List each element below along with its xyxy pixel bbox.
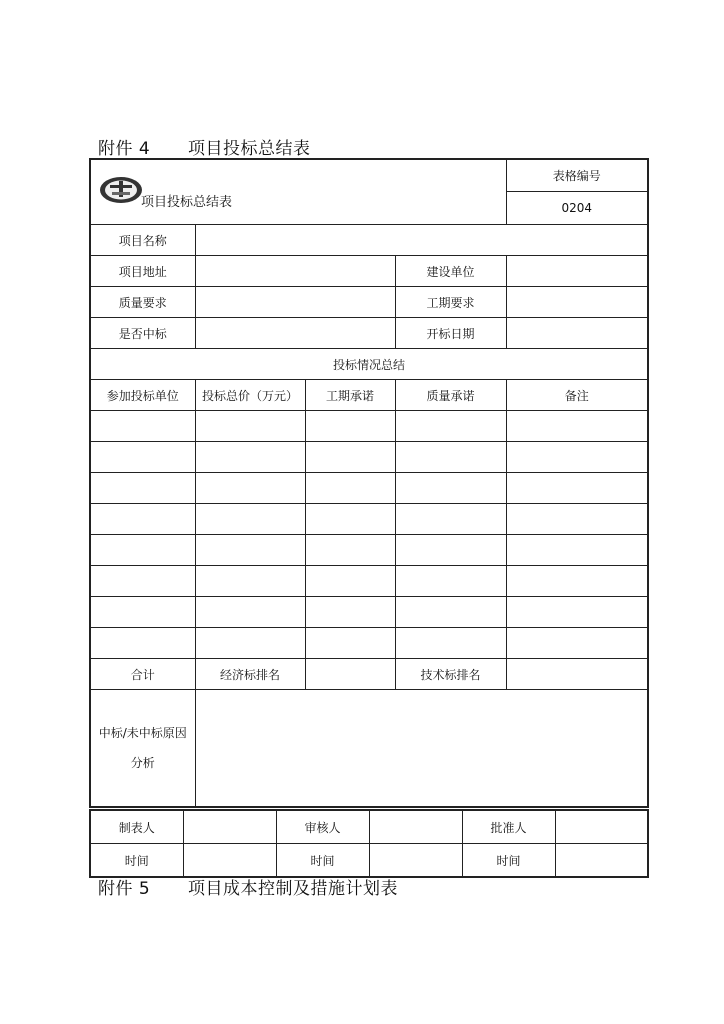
reviewed-by-field[interactable] (369, 810, 462, 844)
table-cell[interactable] (395, 442, 506, 473)
approved-by-field[interactable] (555, 810, 648, 844)
open-date-label: 开标日期 (395, 318, 506, 349)
column-header-quality: 质量承诺 (395, 380, 506, 411)
summary-section-title: 投标情况总结 (90, 349, 648, 380)
prepared-time-label: 时间 (90, 844, 183, 878)
table-cell[interactable] (90, 628, 195, 659)
table-cell[interactable] (506, 566, 648, 597)
table-cell[interactable] (506, 628, 648, 659)
company-logo-icon (99, 176, 143, 204)
column-header-duration: 工期承诺 (305, 380, 395, 411)
table-cell[interactable] (195, 473, 305, 504)
form-code-value: 0204 (506, 192, 648, 225)
annex-5-heading (98, 874, 398, 899)
annex-5-number: 附件 5 (98, 879, 151, 899)
project-address-label: 项目地址 (90, 256, 195, 287)
table-row (90, 628, 648, 659)
tech-rank-label: 技术标排名 (395, 659, 506, 690)
table-cell[interactable] (506, 535, 648, 566)
duration-requirement-field[interactable] (506, 287, 648, 318)
table-cell[interactable] (195, 411, 305, 442)
table-cell[interactable] (195, 597, 305, 628)
table-row (90, 473, 648, 504)
table-row (90, 504, 648, 535)
duration-requirement-label: 工期要求 (395, 287, 506, 318)
column-header-total-price: 投标总价（万元） (195, 380, 305, 411)
signoff-table (89, 809, 649, 878)
is-won-label: 是否中标 (90, 318, 195, 349)
table-cell[interactable] (506, 597, 648, 628)
table-row (90, 411, 648, 442)
table-cell[interactable] (90, 535, 195, 566)
approved-by-label: 批准人 (462, 810, 555, 844)
reviewed-time-field[interactable] (369, 844, 462, 878)
quality-requirement-field[interactable] (195, 287, 395, 318)
annex-4-number: 附件 4 (98, 139, 151, 159)
table-cell[interactable] (395, 473, 506, 504)
table-cell[interactable] (90, 566, 195, 597)
bid-summary-form (89, 158, 649, 808)
column-header-bidder: 参加投标单位 (90, 380, 195, 411)
table-cell[interactable] (90, 504, 195, 535)
table-cell[interactable] (90, 473, 195, 504)
reason-field[interactable] (195, 690, 648, 808)
table-row (90, 597, 648, 628)
reviewed-time-label: 时间 (276, 844, 369, 878)
table-cell[interactable] (195, 535, 305, 566)
form-title: 项目投标总结表 (141, 195, 233, 210)
table-cell[interactable] (195, 566, 305, 597)
reviewed-by-label: 审核人 (276, 810, 369, 844)
annex-5-title: 项目成本控制及措施计划表 (188, 879, 398, 899)
table-row (90, 442, 648, 473)
total-label: 合计 (90, 659, 195, 690)
table-cell[interactable] (305, 628, 395, 659)
builder-field[interactable] (506, 256, 648, 287)
table-cell[interactable] (305, 597, 395, 628)
table-cell[interactable] (506, 473, 648, 504)
table-cell[interactable] (506, 504, 648, 535)
table-cell[interactable] (395, 504, 506, 535)
table-cell[interactable] (506, 442, 648, 473)
annex-4-title: 项目投标总结表 (188, 139, 311, 159)
reason-label-line1: 中标/未中标原因 (98, 726, 187, 740)
project-name-field[interactable] (195, 225, 648, 256)
column-header-remarks: 备注 (506, 380, 648, 411)
builder-label: 建设单位 (395, 256, 506, 287)
table-cell[interactable] (305, 442, 395, 473)
project-address-field[interactable] (195, 256, 395, 287)
form-code-label: 表格编号 (506, 159, 648, 192)
project-name-label: 项目名称 (90, 225, 195, 256)
reason-label (90, 690, 195, 808)
economic-rank-field[interactable] (305, 659, 395, 690)
open-date-field[interactable] (506, 318, 648, 349)
reason-label-line2: 分析 (130, 756, 155, 770)
approved-time-label: 时间 (462, 844, 555, 878)
prepared-time-field[interactable] (183, 844, 276, 878)
table-cell[interactable] (90, 442, 195, 473)
table-cell[interactable] (195, 628, 305, 659)
table-cell[interactable] (395, 628, 506, 659)
tech-rank-field[interactable] (506, 659, 648, 690)
table-cell[interactable] (305, 504, 395, 535)
table-cell[interactable] (195, 442, 305, 473)
is-won-field[interactable] (195, 318, 395, 349)
prepared-by-label: 制表人 (90, 810, 183, 844)
table-cell[interactable] (305, 535, 395, 566)
table-cell[interactable] (305, 566, 395, 597)
table-cell[interactable] (395, 597, 506, 628)
form-header-title-cell (90, 159, 506, 225)
annex-4-heading (98, 134, 311, 159)
table-cell[interactable] (506, 411, 648, 442)
prepared-by-field[interactable] (183, 810, 276, 844)
table-cell[interactable] (305, 473, 395, 504)
economic-rank-label: 经济标排名 (195, 659, 305, 690)
approved-time-field[interactable] (555, 844, 648, 878)
table-cell[interactable] (395, 566, 506, 597)
table-row (90, 535, 648, 566)
table-cell[interactable] (395, 535, 506, 566)
quality-requirement-label: 质量要求 (90, 287, 195, 318)
table-cell[interactable] (305, 411, 395, 442)
table-row (90, 566, 648, 597)
table-cell[interactable] (195, 504, 305, 535)
table-cell[interactable] (90, 597, 195, 628)
table-cell[interactable] (90, 411, 195, 442)
table-cell[interactable] (395, 411, 506, 442)
